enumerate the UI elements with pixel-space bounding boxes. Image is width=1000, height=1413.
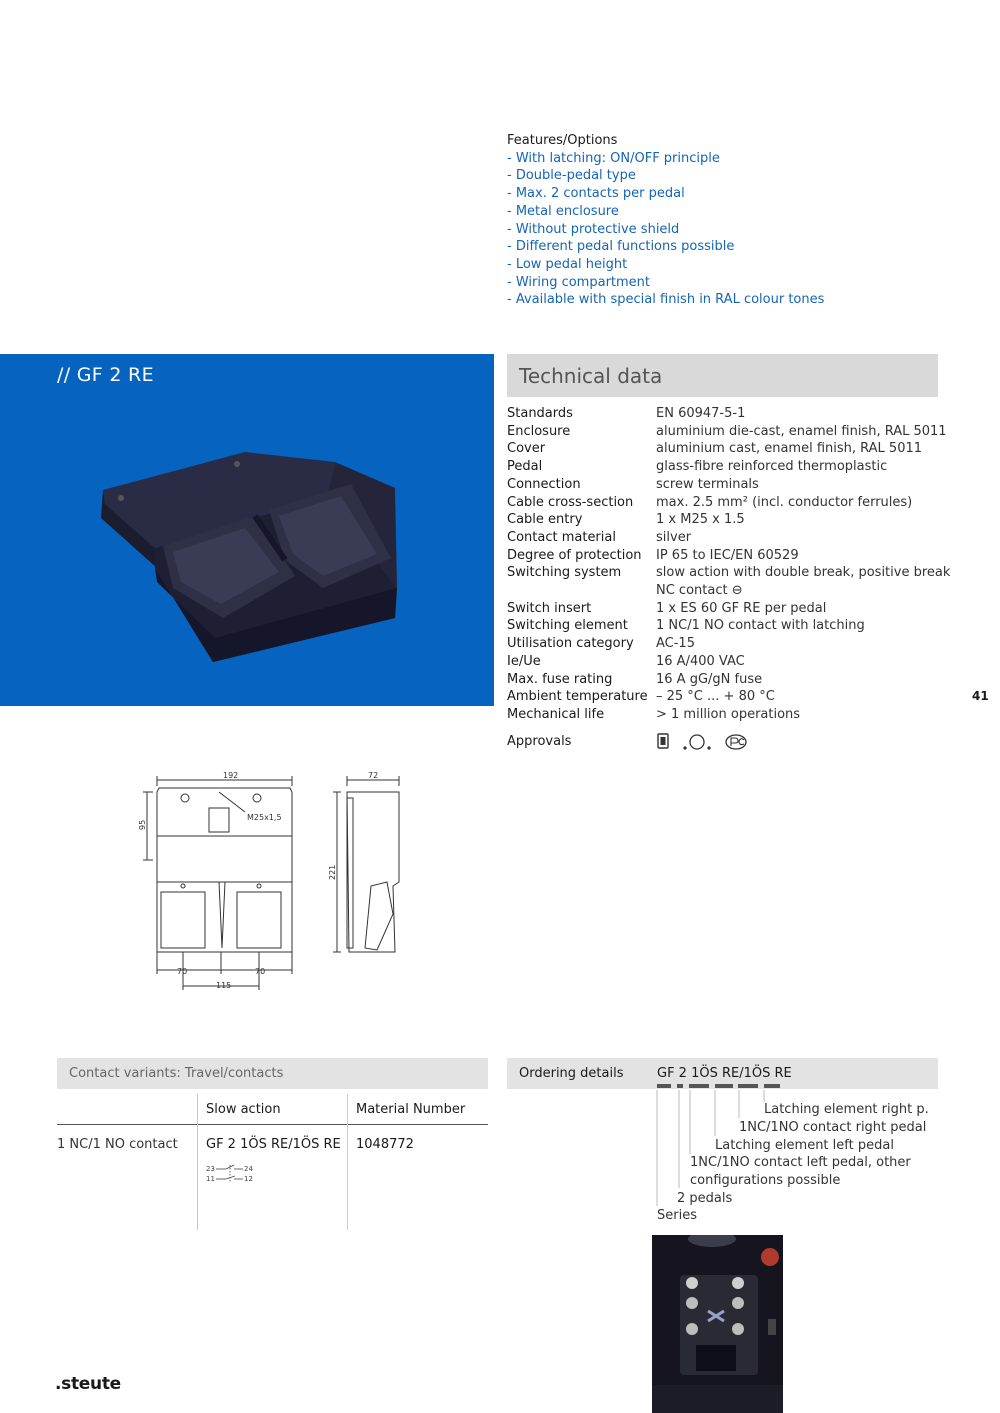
tech-key xyxy=(507,582,656,600)
tech-key: Switching system xyxy=(507,565,622,581)
tech-value: AC-15 xyxy=(656,636,695,652)
dim-pedal-span: 115 xyxy=(216,981,232,990)
legend-contact-right: 1NC/1NO contact right pedal xyxy=(739,1120,927,1135)
symbol-12: 12 xyxy=(244,1175,253,1183)
tech-value: silver xyxy=(656,529,692,545)
row-code: GF 2 1ÖS RE/1ÖS RE xyxy=(206,1137,341,1152)
feature-item: - Metal enclosure xyxy=(507,203,619,219)
tech-row xyxy=(507,529,950,547)
tech-row xyxy=(507,617,950,635)
tech-value: 16 A/400 VAC xyxy=(656,653,745,669)
col-material-number: Material Number xyxy=(356,1102,466,1117)
dim-pedal-right: 70 xyxy=(255,967,266,976)
table-rule xyxy=(57,1124,488,1125)
tech-key: Enclosure xyxy=(507,423,571,439)
tech-value: glass-fibre reinforced thermoplastic xyxy=(656,459,888,475)
approvals-label: Approvals xyxy=(507,733,572,749)
tech-key: Mechanical life xyxy=(507,706,605,722)
column-divider xyxy=(197,1094,198,1230)
tech-value: EN 60947-5-1 xyxy=(656,406,746,421)
page-number: 41 xyxy=(972,689,989,703)
tech-value: 1 x ES 60 GF RE per pedal xyxy=(656,600,827,616)
tech-key: Cover xyxy=(507,441,546,457)
tech-key: Standards xyxy=(507,406,573,421)
legend-configurations: configurations possible xyxy=(690,1173,841,1188)
tech-value: > 1 million operations xyxy=(656,706,801,722)
features-list xyxy=(507,132,947,309)
legend-pedals: 2 pedals xyxy=(677,1191,733,1206)
tech-value: 16 A gG/gN fuse xyxy=(656,671,763,687)
technical-data-table xyxy=(507,405,950,758)
tech-value: aluminium die-cast, enamel finish, RAL 5011 xyxy=(656,423,947,439)
tech-value: max. 2.5 mm² (incl. conductor ferrules) xyxy=(656,494,913,510)
feature-item: - Max. 2 contacts per pedal xyxy=(507,186,685,202)
dim-width: 192 xyxy=(223,771,239,780)
tech-value: – 25 °C ... + 80 °C xyxy=(656,689,775,705)
steute-logo: .steute xyxy=(55,1374,121,1394)
feature-item: - Available with special finish in RAL colour tones xyxy=(507,292,825,308)
tech-row xyxy=(507,405,950,423)
tech-row xyxy=(507,706,950,724)
tech-row xyxy=(507,564,950,582)
tech-row xyxy=(507,494,950,512)
tech-value: NC contact ⊖ xyxy=(656,583,743,599)
symbol-23: 23 xyxy=(206,1165,215,1173)
tech-value: 1 x M25 x 1.5 xyxy=(656,512,745,528)
tech-key: Ambient temperature xyxy=(507,689,648,705)
tech-row xyxy=(507,458,950,476)
ordering-details-title: Ordering details xyxy=(519,1066,624,1081)
tech-row xyxy=(507,423,950,441)
switch-insert-photo xyxy=(652,1235,783,1413)
tech-row xyxy=(507,440,950,458)
col-slow-action: Slow action xyxy=(206,1102,281,1117)
tech-value: aluminium cast, enamel finish, RAL 5011 xyxy=(656,441,923,457)
dim-thread: M25x1,5 xyxy=(247,813,282,822)
tech-key: Max. fuse rating xyxy=(507,671,613,687)
tech-key: Switching element xyxy=(507,618,628,634)
legend-series: Series xyxy=(657,1208,697,1223)
dim-height-side: 221 xyxy=(328,864,337,880)
dimension-drawing xyxy=(125,764,425,996)
feature-item: - Different pedal functions possible xyxy=(507,239,735,255)
symbol-24: 24 xyxy=(244,1165,253,1173)
row-contact-label: 1 NC/1 NO contact xyxy=(57,1137,178,1152)
tech-key: Pedal xyxy=(507,459,543,475)
tech-row xyxy=(507,476,950,494)
tech-key: Cable cross-section xyxy=(507,494,634,510)
feature-item: - With latching: ON/OFF principle xyxy=(507,150,720,166)
tech-row xyxy=(507,600,950,618)
legend-latching-left: Latching element left pedal xyxy=(715,1138,894,1153)
technical-data-header xyxy=(507,354,938,397)
tech-key: Connection xyxy=(507,476,581,492)
symbol-11: 11 xyxy=(206,1175,215,1183)
contact-symbol-icon xyxy=(206,1162,266,1186)
feature-item: - Without protective shield xyxy=(507,221,680,237)
tech-row xyxy=(507,511,950,529)
tech-row xyxy=(507,582,950,600)
contact-variants-title: Contact variants: Travel/contacts xyxy=(69,1066,284,1081)
tech-key: Ie/Ue xyxy=(507,653,541,669)
dim-height-front: 95 xyxy=(138,819,147,830)
feature-item: - Double-pedal type xyxy=(507,168,636,184)
tech-key: Degree of protection xyxy=(507,547,642,563)
foot-switch-photo xyxy=(95,448,415,684)
tech-row xyxy=(507,653,950,671)
dim-depth: 72 xyxy=(368,771,379,780)
tech-value: 1 NC/1 NO contact with latching xyxy=(656,618,865,634)
tech-row xyxy=(507,547,950,565)
tech-key: Cable entry xyxy=(507,512,583,528)
tech-key: Contact material xyxy=(507,529,616,545)
tech-value: slow action with double break, positive break xyxy=(656,565,951,581)
column-divider xyxy=(347,1094,348,1230)
product-title: // GF 2 RE xyxy=(57,364,154,386)
features-heading: Features/Options xyxy=(507,133,618,148)
tech-key: Switch insert xyxy=(507,600,592,616)
ordering-code: GF 2 1ÖS RE/1ÖS RE xyxy=(657,1066,792,1081)
tech-row xyxy=(507,671,950,689)
feature-item: - Low pedal height xyxy=(507,256,628,272)
row-material-number: 1048772 xyxy=(356,1137,414,1152)
contact-variants-header xyxy=(57,1058,488,1089)
tech-value: IP 65 to IEC/EN 60529 xyxy=(656,547,799,563)
feature-item: - Wiring compartment xyxy=(507,274,651,290)
tech-value: screw terminals xyxy=(656,476,759,492)
approvals-row xyxy=(507,733,950,759)
legend-latching-right: Latching element right p. xyxy=(764,1102,929,1117)
approval-marks-icon xyxy=(656,733,756,753)
tech-row xyxy=(507,688,950,706)
tech-row xyxy=(507,635,950,653)
dim-pedal-left: 70 xyxy=(177,967,188,976)
tech-key: Utilisation category xyxy=(507,636,634,652)
technical-data-title: Technical data xyxy=(519,364,663,388)
legend-contact-left: 1NC/1NO contact left pedal, other xyxy=(690,1155,911,1170)
